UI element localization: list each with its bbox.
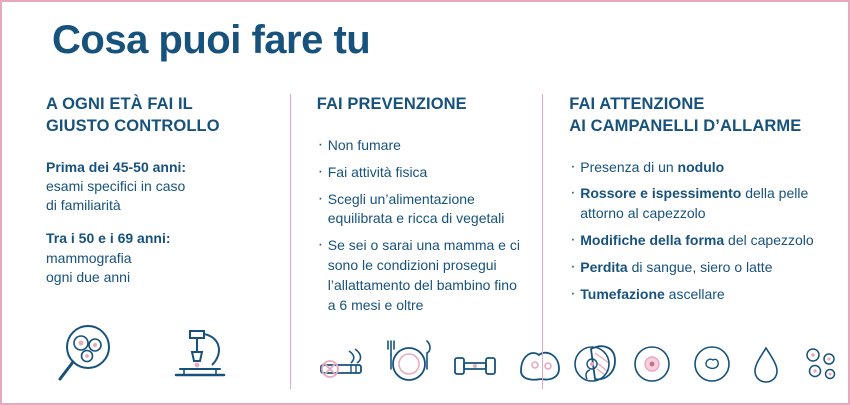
age-block-1-lead: Prima dei 45-50 anni: <box>46 158 187 175</box>
age-block-1-line-1: esami specifici in caso <box>46 177 186 194</box>
list-item <box>317 190 527 230</box>
dumbbell-icon <box>451 349 499 385</box>
column-2-heading <box>317 94 527 116</box>
bullet-text: ascellare <box>664 285 725 302</box>
lymph-nodes-icon <box>799 343 843 385</box>
column-campanelli <box>542 94 816 389</box>
bullet-text: Scegli un’alimentazione equilibrata e ricca di vegetali <box>327 190 505 227</box>
list-item <box>569 231 816 251</box>
bullet-text: Se sei o sarai una mamma e ci sono le condizioni prosegui l’allattamento del bambino fino a 6 mesi e oltre <box>327 237 520 313</box>
breast-shape-icon <box>691 343 733 385</box>
column-2-heading-line-1: FAI PREVENZIONE <box>316 95 467 113</box>
list-item <box>317 163 527 183</box>
column-3-heading <box>569 94 816 138</box>
age-block-1 <box>46 158 266 216</box>
column-prevenzione <box>290 94 543 389</box>
bullet-text-bold: Modifiche della forma <box>580 232 725 249</box>
campanelli-list <box>569 158 816 305</box>
age-block-2-line-2: ogni due anni <box>46 269 131 286</box>
column-1-icons <box>56 323 236 385</box>
list-item <box>317 136 527 156</box>
column-3-heading-line-2: AI CAMPANELLI D’ALLARME <box>569 116 802 135</box>
list-item <box>569 158 816 178</box>
columns-container <box>46 94 816 389</box>
bullet-text-bold: Perdita <box>580 259 628 276</box>
page-title: Cosa puoi fare tu <box>52 18 371 62</box>
column-3-heading-line-1: FAI ATTENZIONE <box>569 95 705 113</box>
list-item <box>569 258 816 278</box>
age-block-2-line-1: mammografia <box>46 249 132 266</box>
no-smoking-icon <box>317 345 367 385</box>
cutlery-plate-icon <box>383 339 435 385</box>
column-1-heading-line-1: A OGNI ETÀ FAI IL <box>46 95 193 113</box>
bullet-text: del capezzolo <box>724 232 814 249</box>
breast-nodule-icon <box>571 343 613 385</box>
list-item <box>569 285 816 305</box>
bullet-text: di sangue, siero o latte <box>627 259 773 276</box>
bullet-text: Presenza di un <box>580 158 678 175</box>
bullet-text-bold: Rossore e ispessimento <box>580 185 742 202</box>
column-controlli <box>46 94 290 389</box>
bullet-text: Non fumare <box>327 136 401 153</box>
bullet-text-bold: Tumefazione <box>580 285 665 302</box>
bullet-text: della pelle attorno al capezzolo <box>580 185 809 222</box>
magnifier-cells-icon <box>56 323 122 385</box>
column-1-heading <box>46 94 266 138</box>
bullet-text: Fai attività fisica <box>327 163 428 180</box>
bullet-text-bold: nodulo <box>677 158 725 175</box>
column-3-icons <box>571 343 843 385</box>
age-block-2-lead: Tra i 50 e i 69 anni: <box>46 230 171 247</box>
age-block-2 <box>46 229 266 287</box>
prevenzione-list <box>317 136 527 316</box>
microscope-icon <box>164 325 236 385</box>
list-item <box>317 236 527 316</box>
age-block-1-line-2: di familiarità <box>46 197 121 214</box>
breast-redness-icon <box>631 343 673 385</box>
list-item <box>569 184 816 224</box>
droplet-icon <box>751 343 781 385</box>
column-1-heading-line-2: GIUSTO CONTROLLO <box>46 116 220 135</box>
